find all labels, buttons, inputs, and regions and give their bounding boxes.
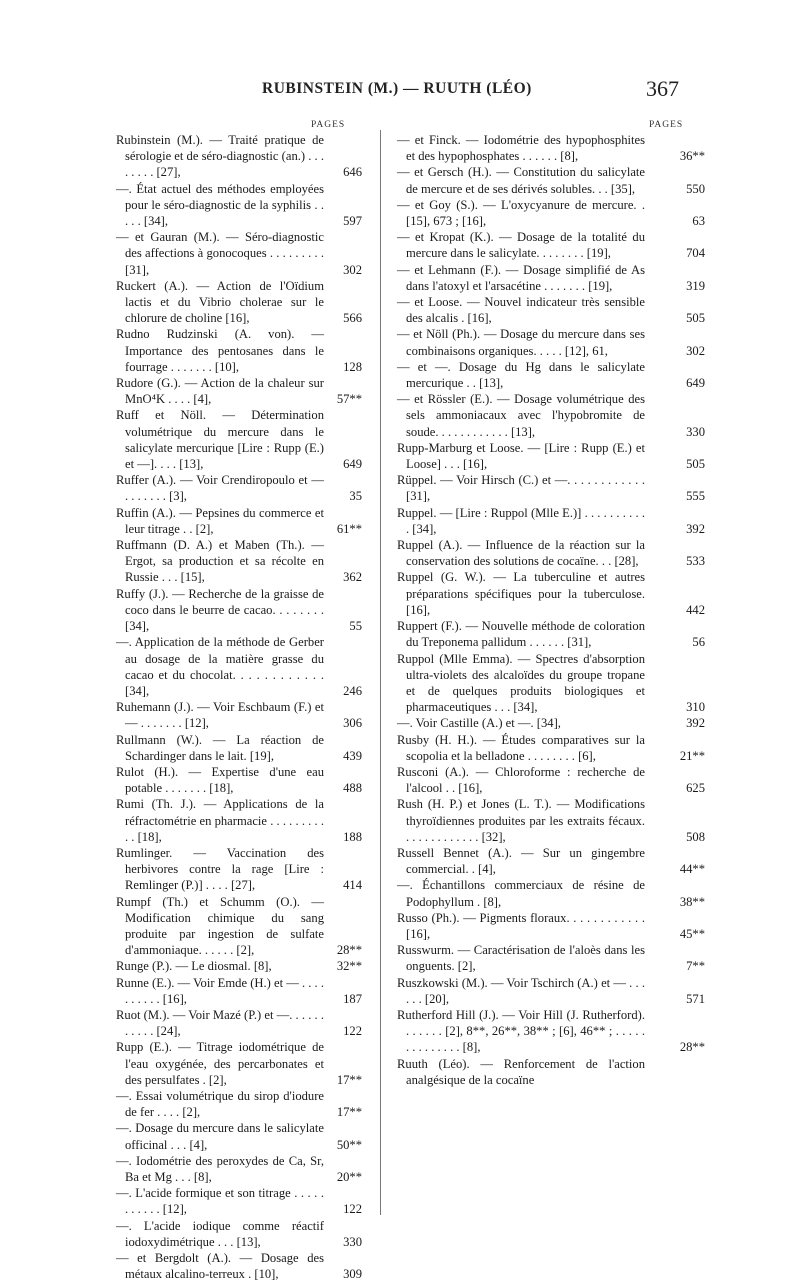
entry-page-reference: 36** [679,149,705,164]
entry-page-reference: 32** [336,959,362,974]
index-entry [397,132,705,164]
entry-page-reference: 566 [343,311,362,326]
index-entry [116,764,362,796]
entry-page-reference: 392 [686,716,705,731]
index-entry [116,181,362,230]
index-entry [397,877,705,909]
entry-page-reference: 362 [343,570,362,585]
entry-page-reference: 508 [686,829,705,844]
index-entry [116,699,362,731]
entry-page-reference: 555 [686,489,705,504]
entry-page-reference: 302 [343,262,362,277]
entry-text: —. Essai volumétrique du sirop d'iodure de fer . . . . [2], [116,1088,324,1120]
index-entry [397,910,705,942]
entry-text: Ruffmann (D. A.) et Maben (Th.). — Ergot, sa production et sa récolte en Russie . . . [15], [116,538,324,585]
index-entry [397,764,705,796]
entry-page-reference: 28** [336,943,362,958]
entry-page-reference: 488 [343,781,362,796]
index-entry [397,229,705,261]
entry-page-reference: 35 [349,489,362,504]
entry-text: Rulot (H.). — Expertise d'une eau potable . . . . . . . [18], [116,764,324,796]
pages-column-label-left: PAGES [311,120,346,130]
entry-text: Ruppel (G. W.). — La tuberculine et autres préparations spécifiques pour la tuberculose. [16], [397,570,645,617]
index-entry [397,472,705,504]
entry-text: Ruppert (F.). — Nouvelle méthode de coloration du Treponema pallidum . . . . . . [31], [397,619,645,650]
index-entry [116,845,362,894]
index-entry [116,1088,362,1120]
entry-page-reference: 246 [343,683,362,698]
index-entry [397,197,705,229]
entry-text: — et Loose. — Nouvel indicateur très sensible des alcalis . [16], [397,295,645,326]
entry-text: Ruppel (A.). — Influence de la réaction sur la conservation des solutions de cocaïne. . . [28], [397,538,645,569]
entry-page-reference: 597 [343,214,362,229]
entry-text: —. Dosage du mercure dans le salicylate officinal . . . [4], [116,1121,324,1152]
running-title: RUBINSTEIN (M.) — RUUTH (LÉO) [262,80,532,97]
entry-text: Rumi (Th. J.). — Applications de la réfractométrie en pharmacie . . . . . . . . . . . [18], [116,797,324,844]
entry-page-reference: 309 [343,1267,362,1282]
index-entry [116,894,362,959]
entry-text: Ruffin (A.). — Pepsines du commerce et leur titrage . . [2], [116,505,324,536]
index-entry [116,1185,362,1217]
entry-text: — et Gersch (H.). — Constitution du salicylate de mercure et de ses dérivés solubles. . . [35], [397,165,645,196]
entry-page-reference: 28** [679,1040,705,1055]
entry-page-reference: 414 [343,878,362,893]
index-entry [397,975,705,1007]
entry-page-reference: 187 [343,991,362,1006]
index-entry [116,1250,362,1282]
index-entry [397,715,705,731]
index-entry [397,732,705,764]
entry-text: —. Voir Castille (A.) et —. [34], [397,716,561,731]
entry-page-reference: 533 [686,554,705,569]
entry-text: — et Nöll (Ph.). — Dosage du mercure dans ses combinaisons organiques. . . . . [12], 61, [397,327,645,358]
entry-text: — et —. Dosage du Hg dans le salicylate mercurique . . [13], [397,359,645,391]
entry-text: Ruppel. — [Lire : Ruppol (Mlle E.)] . . . . . . . . . . . [34], [397,505,645,536]
entry-page-reference: 505 [686,457,705,472]
entry-page-reference: 45** [679,926,705,941]
index-entry [116,375,362,407]
entry-text: Ruszkowski (M.). — Voir Tschirch (A.) et — . . . . . . [20], [397,975,645,1006]
column-divider [380,130,381,1215]
index-entry [116,634,362,699]
index-entry [397,294,705,326]
entry-text: Ruuth (Léo). — Renforcement de l'action analgésique de la cocaïne [397,1056,645,1087]
entry-page-reference: 625 [686,781,705,796]
entry-text: — et Rössler (E.). — Dosage volumétrique des sels ammoniacaux avec l'hypobromite de soude. . . . . . . . . . . . [13], [397,392,645,439]
entry-page-reference: 17** [336,1105,362,1120]
page-number: 367 [646,76,679,101]
entry-text: —. Échantillons commerciaux de résine de Podophyllum . [8], [397,878,645,909]
entry-page-reference: 57** [336,392,362,407]
index-entry [397,796,705,845]
entry-text: Rubinstein (M.). — Traité pratique de sérologie et de séro-diagnostic (an.) . . . . . . . . [27], [116,133,324,180]
entry-text: Runge (P.). — Le diosmal. [8], [116,959,272,974]
entry-page-reference: 310 [686,700,705,715]
entry-text: Rush (H. P.) et Jones (L. T.). — Modifications thyroïdiennes produites par les extraits fécaux. . . . . . . . . . . . . [32], [397,797,645,844]
index-column-left-body [116,132,362,1282]
entry-text: — et Goy (S.). — L'oxycyanure de mercure. . [15], 673 ; [16], [397,197,645,229]
entry-text: Ruffer (A.). — Voir Crendiropoulo et — . . . . . . . [3], [116,473,324,504]
entry-page-reference: 7** [686,959,705,974]
index-entry [116,975,362,1007]
index-entry [397,391,705,440]
index-entry [116,537,362,586]
index-entry [397,651,705,716]
index-column-left [116,132,362,1282]
entry-text: —. État actuel des méthodes employées pour le séro-diagnostic de la syphilis . . . . . [34], [116,181,324,229]
entry-page-reference: 188 [343,829,362,844]
entry-text: Ruhemann (J.). — Voir Eschbaum (F.) et — . . . . . . . [12], [116,700,324,731]
entry-text: Russwurm. — Caractérisation de l'aloès dans les onguents. [2], [397,943,645,974]
index-entry [116,407,362,472]
index-entry [116,1039,362,1088]
entry-text: Ruckert (A.). — Action de l'Oïdium lactis et du Vibrio cholerae sur le chlorure de choline [16], [116,278,324,326]
entry-text: Rusby (H. H.). — Études comparatives sur la scopolia et la belladone . . . . . . . . [6], [397,732,645,763]
index-entry [116,796,362,845]
entry-page-reference: 704 [686,246,705,261]
entry-page-reference: 55 [349,619,362,634]
index-entry [397,942,705,974]
entry-page-reference: 646 [343,165,362,180]
index-entry [116,1120,362,1152]
entry-page-reference: 122 [343,1202,362,1217]
index-entry [397,164,705,196]
entry-text: Ruffy (J.). — Recherche de la graisse de coco dans le beurre de cacao. . . . . . . . [34], [116,586,324,634]
entry-page-reference: 392 [686,521,705,536]
index-entry [116,326,362,375]
entry-page-reference: 17** [336,1072,362,1087]
entry-text: Rudore (G.). — Action de la chaleur sur MnO⁴K . . . . [4], [116,376,324,407]
index-entry [116,1218,362,1250]
entry-page-reference: 38** [679,894,705,909]
entry-page-reference: 61** [336,521,362,536]
entry-page-reference: 649 [343,457,362,472]
entry-text: Rumpf (Th.) et Schumm (O.). — Modification chimique du sang produite par ingestion de sulfate d'ammoniaque. . . . . . [2], [116,894,324,958]
index-entry [397,845,705,877]
entry-page-reference: 330 [343,1234,362,1249]
index-column-right-body [397,132,705,1088]
entry-page-reference: 330 [686,424,705,439]
entry-text: — et Finck. — Iodométrie des hypophosphites et des hypophosphates . . . . . . [8], [397,133,645,164]
entry-text: Ruot (M.). — Voir Mazé (P.) et —. . . . . . . . . . . [24], [116,1007,324,1039]
entry-page-reference: 306 [343,716,362,731]
entry-page-reference: 302 [686,343,705,358]
entry-page-reference: 505 [686,311,705,326]
entry-text: — et Gauran (M.). — Séro-diagnostic des affections à gonocoques . . . . . . . . . [31], [116,230,324,277]
entry-page-reference: 128 [343,359,362,374]
entry-text: Rüppel. — Voir Hirsch (C.) et —. . . . . . . . . . . . [31], [397,473,645,504]
index-entry [397,359,705,391]
entry-text: — et Bergdolt (A.). — Dosage des métaux alcalino-terreux . [10], [116,1251,324,1282]
entry-page-reference: 56 [692,635,705,650]
index-entry [116,1007,362,1039]
index-entry [116,505,362,537]
entry-page-reference: 442 [686,602,705,617]
entry-text: — et Kropat (K.). — Dosage de la totalité du mercure dans le salicylate. . . . . . . . [19], [397,230,645,261]
entry-text: —. L'acide formique et son titrage . . . . . . . . . . . [12], [116,1186,324,1217]
entry-page-reference: 319 [686,278,705,293]
index-entry [397,618,705,650]
entry-page-reference: 50** [336,1137,362,1152]
index-entry [397,326,705,358]
entry-page-reference: 122 [343,1024,362,1039]
entry-text: Rumlinger. — Vaccination des herbivores contre la rage [Lire : Remlinger (P.)] . . . . [27], [116,845,324,893]
index-entry [116,958,362,974]
index-entry [116,132,362,181]
entry-text: Rupp-Marburg et Loose. — [Lire : Rupp (E.) et Loose] . . . [16], [397,440,645,472]
entry-text: —. L'acide iodique comme réactif iodoxydimétrique . . . [13], [116,1218,324,1249]
index-entry [397,569,705,618]
entry-page-reference: 439 [343,748,362,763]
index-entry [116,278,362,327]
entry-page-reference: 571 [686,991,705,1006]
entry-text: —. Application de la méthode de Gerber au dosage de la matière grasse du cacao et du chocolat. . . . . . . . . . . . [34], [116,635,324,698]
pages-column-label-right: PAGES [649,120,684,130]
index-entry [116,732,362,764]
index-entry [397,1007,705,1056]
index-entry [397,440,705,472]
entry-text: Rusconi (A.). — Chloroforme : recherche de l'alcool . . [16], [397,764,645,796]
entry-text: —. Iodométrie des peroxydes de Ca, Sr, Ba et Mg . . . [8], [116,1153,324,1184]
entry-page-reference: 649 [686,376,705,391]
entry-text: Ruff et Nöll. — Détermination volumétrique du mercure dans le salicylate mercurique [Lire : Rupp (E.) et —]. . . . [13], [116,408,324,472]
index-entry [397,1056,645,1088]
index-column-right [397,132,705,1088]
entry-text: Rullmann (W.). — La réaction de Schardinger dans le lait. [19], [116,732,324,763]
entry-page-reference: 63 [692,214,705,229]
entry-text: Ruppol (Mlle Emma). — Spectres d'absorption ultra-violets des alcaloïdes du groupe tropane et de quelques produits biologiques et pharmaceutiques . . . [34], [397,651,645,715]
entry-text: Rutherford Hill (J.). — Voir Hill (J. Rutherford). . . . . . . [2], 8**, 26**, 38** ; [6], 46** ; . . . . . . . . . . . . . . [8], [397,1007,645,1055]
entry-text: Rupp (E.). — Titrage iodométrique de l'eau oxygénée, des percarbonates et des persulfates . [2], [116,1040,324,1087]
index-entry [116,472,362,504]
entry-page-reference: 20** [336,1170,362,1184]
entry-text: Runne (E.). — Voir Emde (H.) et — . . . . . . . . . . [16], [116,975,324,1006]
index-entry [397,505,705,537]
index-entry [116,229,362,278]
running-head [0,76,800,106]
entry-page-reference: 21** [679,748,705,763]
entry-page-reference: 44** [679,862,705,877]
index-entry [397,262,705,294]
entry-page-reference: 550 [686,181,705,196]
entry-text: — et Lehmann (F.). — Dosage simplifié de As dans l'atoxyl et l'arsacétine . . . . . . . [19], [397,262,645,293]
index-entry [397,537,705,569]
entry-text: Russell Bennet (A.). — Sur un gingembre commercial. . [4], [397,845,645,877]
index-entry [116,1153,362,1185]
index-entry [116,586,362,635]
entry-text: Rudno Rudzinski (A. von). — Importance des pentosanes dans le fourrage . . . . . . . [10], [116,327,324,374]
entry-text: Russo (Ph.). — Pigments floraux. . . . . . . . . . . . [16], [397,910,645,941]
